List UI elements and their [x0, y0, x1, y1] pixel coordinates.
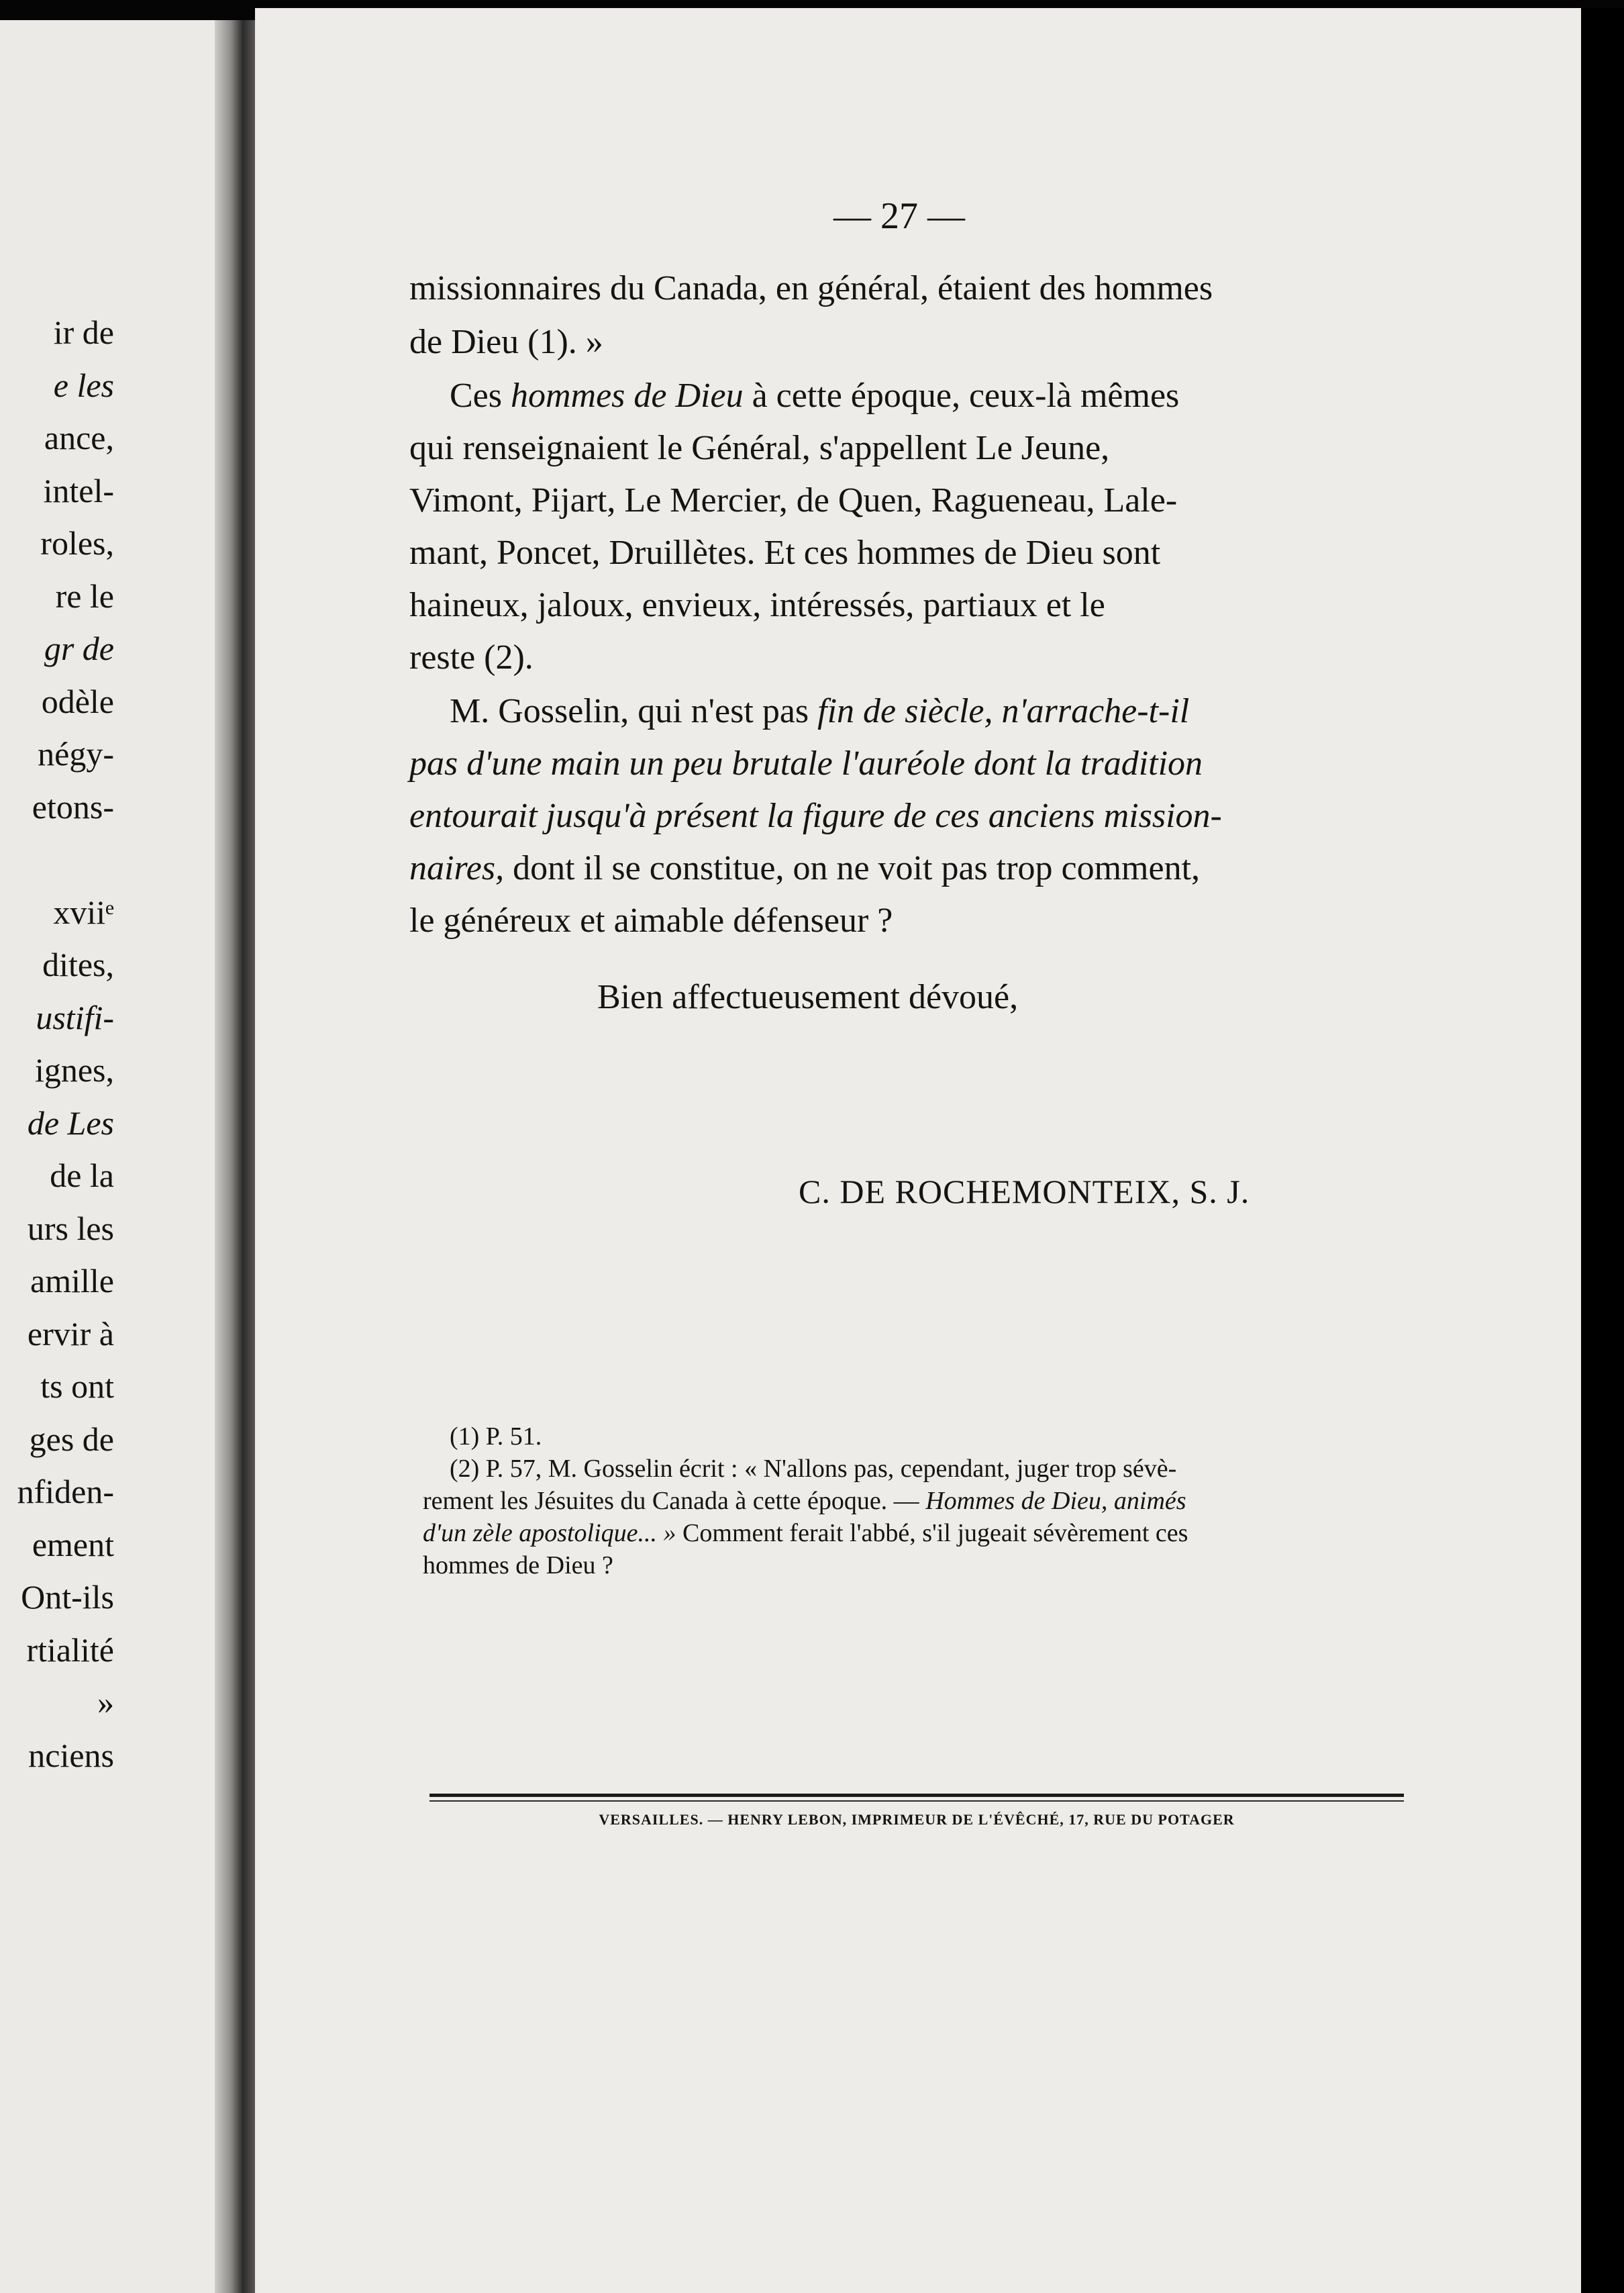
paragraph-line: Vimont, Pijart, Le Mercier, de Quen, Ragueneau, Lale-	[409, 481, 1178, 520]
italic-text-segment: hommes de Dieu	[511, 377, 744, 415]
left-page-text-fragment: ement	[32, 1525, 114, 1563]
italic-paragraph-line: entourait jusqu'à présent la figure de ces anciens mission-	[409, 797, 1222, 835]
closing-line: Bien affectueusement dévoué,	[597, 978, 1019, 1016]
left-page-text-fragment: rtialité	[26, 1630, 114, 1669]
text-segment: M. Gosselin, qui n'est pas	[450, 692, 809, 730]
text-segment: rement les Jésuites du Canada à cette époque. —	[423, 1487, 919, 1515]
left-page-text-fragment: ignes,	[34, 1051, 114, 1089]
paragraph-line	[450, 376, 1386, 416]
left-page-text-fragment: ts ont	[40, 1367, 114, 1405]
left-page-text-fragment: ance,	[44, 419, 114, 456]
left-page-text-fragment: »	[97, 1684, 114, 1721]
colophon-rule	[429, 1794, 1404, 1797]
left-page-text-fragment: de la	[50, 1157, 114, 1194]
left-page-text-fragment: ges de	[29, 1420, 114, 1458]
italic-text-segment: Hommes de Dieu, animés	[925, 1487, 1186, 1515]
paragraph-line: le généreux et aimable défenseur ?	[409, 901, 893, 940]
left-page-text-fragment: dites,	[42, 946, 114, 983]
paragraph-line: haineux, jaloux, envieux, intéressés, partiaux et le	[409, 586, 1105, 624]
left-page-text-fragment: nciens	[28, 1736, 114, 1774]
italic-text-segment: naires,	[409, 849, 505, 887]
left-page-text-fragment: intel-	[43, 471, 114, 509]
left-page-text-fragment: re le	[55, 577, 114, 615]
text-segment: dont il se constitue, on ne voit pas trop comment,	[513, 849, 1201, 887]
paragraph-line	[409, 269, 1386, 309]
left-page-text-fragment: roles,	[40, 524, 114, 562]
text-segment: Comment ferait l'abbé, s'il jugeait sévèrement ces	[682, 1519, 1188, 1547]
paragraph-line: reste (2).	[409, 638, 534, 677]
left-page-text-fragment: ervir à	[27, 1314, 114, 1353]
left-page-text-fragment: xviiᵉ	[53, 893, 114, 931]
italic-paragraph-line: pas d'une main un peu brutale l'auréole dont la tradition	[409, 744, 1203, 783]
paragraph-line	[409, 848, 1200, 889]
printer-colophon: VERSAILLES. — HENRY LEBON, IMPRIMEUR DE L'ÉVÊCHÉ, 17, RUE DU POTAGER	[599, 1811, 1235, 1828]
signature: C. DE ROCHEMONTEIX, S. J.	[799, 1173, 1250, 1210]
text-segment: Ces	[450, 377, 502, 415]
paragraph-line: mant, Poncet, Druillètes. Et ces hommes de Dieu sont	[409, 534, 1161, 572]
footnote-2-line	[423, 1486, 1186, 1516]
left-page-text-fragment: urs les	[27, 1209, 114, 1247]
left-page-text-fragment: amille	[30, 1262, 114, 1300]
left-page	[0, 20, 242, 2293]
paragraph-line	[450, 691, 1189, 732]
left-page-text-fragment: etons-	[32, 787, 114, 826]
left-page-text-fragment: e les	[53, 366, 114, 404]
footnote-2-line: hommes de Dieu ?	[423, 1551, 613, 1579]
left-page-text-fragment: de Les	[27, 1104, 114, 1142]
paragraph-line: qui renseignaient le Général, s'appellent Le Jeune,	[409, 429, 1110, 467]
italic-text-segment: fin de siècle, n'arrache-t-il	[817, 692, 1190, 730]
right-scan-border	[1581, 8, 1624, 2293]
book-gutter	[215, 20, 255, 2293]
left-page-text-fragment: ustifi-	[36, 998, 114, 1036]
left-page-text-fragment: ir de	[53, 313, 114, 351]
page-number: — 27 —	[833, 195, 965, 237]
left-page-text-fragment: Ont-ils	[21, 1578, 114, 1616]
footnote-1: (1) P. 51.	[450, 1422, 542, 1451]
text-segment: à cette époque, ceux-là mêmes	[752, 377, 1180, 415]
left-page-text-fragment: négy-	[38, 735, 114, 773]
text-line: missionnaires du Canada, en général, étaient des hommes	[409, 269, 1213, 307]
colophon-rule-thin	[429, 1800, 1404, 1802]
left-page-text-fragment: odèle	[41, 682, 114, 720]
left-page-text-fragment: nfiden-	[17, 1473, 114, 1510]
italic-text-segment: d'un zèle apostolique... »	[423, 1519, 676, 1547]
paragraph-line: de Dieu (1). »	[409, 323, 603, 361]
left-page-text-fragment: gr de	[44, 630, 114, 667]
footnote-2-line: (2) P. 57, M. Gosselin écrit : « N'allons pas, cependant, juger trop sévè-	[450, 1455, 1177, 1483]
footnote-2-line	[423, 1518, 1188, 1548]
